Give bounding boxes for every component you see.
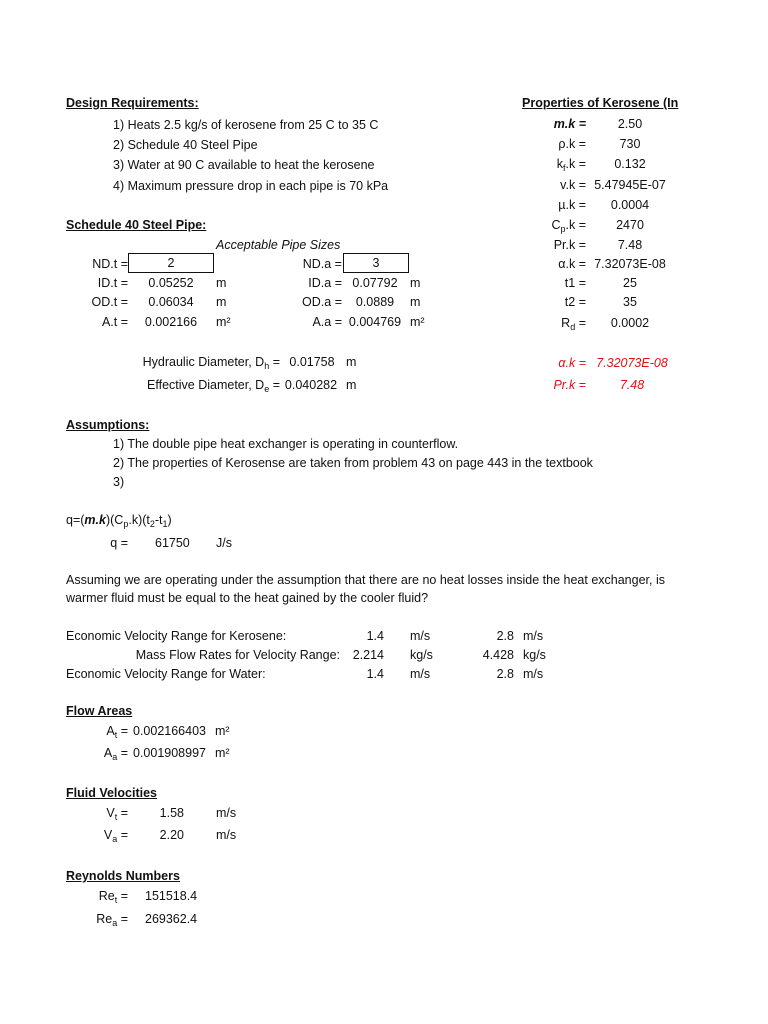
inner-od-value: 0.06034: [148, 295, 194, 309]
flow-area-tube-value: 0.002166403: [133, 724, 206, 738]
heat-q-label: q =: [110, 536, 128, 550]
economic-water-min-unit: m/s: [410, 667, 431, 681]
inner-od-unit: m: [216, 295, 227, 309]
prop-value-density: 730: [619, 137, 641, 151]
pipe-heading: Schedule 40 Steel Pipe:: [66, 218, 207, 232]
heat-q-unit: J/s: [216, 536, 232, 550]
inner-od-label: OD.t =: [91, 295, 128, 309]
hydraulic-diameter-unit: m: [346, 355, 357, 369]
prop-value-specific-heat: 2470: [616, 218, 644, 232]
assumptions-heading: Assumptions:: [66, 418, 150, 432]
inner-id-label: ID.t =: [97, 276, 128, 290]
calc-label-diffusivity: α.k =: [558, 356, 586, 370]
economic-water-label: Economic Velocity Range for Water:: [66, 667, 266, 681]
inner-area-value: 0.002166: [144, 315, 198, 329]
economic-water-max: 2.8: [496, 667, 514, 681]
outer-id-value: 0.07792: [352, 276, 398, 290]
prop-value-prandtl: 7.48: [617, 238, 643, 252]
reynolds-heading: Reynolds Numbers: [66, 869, 180, 883]
velocity-tube-value: 1.58: [159, 806, 184, 820]
reynolds-tube-label: $Re_t$ =: [98, 889, 128, 905]
heat-paragraph-line-2: warmer fluid must be equal to the heat gained by the cooler fluid?: [66, 591, 429, 605]
design-item-2: 2) Schedule 40 Steel Pipe: [113, 138, 258, 152]
calc-value-prandtl: 7.48: [619, 378, 645, 392]
mass-flow-range-max: 4.428: [482, 648, 514, 662]
inner-nd-field[interactable]: 2: [128, 253, 214, 273]
reynolds-tube-value: 151518.4: [145, 889, 198, 903]
mass-flow-range-max-unit: kg/s: [523, 648, 546, 662]
outer-area-value: 0.004769: [348, 315, 402, 329]
economic-water-min: 1.4: [366, 667, 384, 681]
hydraulic-diameter-label: Hydraulic Diameter, $D_h$ =: [142, 355, 280, 371]
prop-label-mass-flow: m.k =: [553, 117, 586, 131]
design-item-1: 1) Heats 2.5 kg/s of kerosene from 25 C to 35 C: [113, 118, 379, 132]
assumption-1: 1) The double pipe heat exchanger is operating in counterflow.: [113, 437, 459, 451]
velocity-annulus-label: $V_a$ =: [103, 828, 128, 844]
outer-nd-label: ND.a =: [302, 257, 342, 271]
effective-diameter-value: 0.040282: [284, 378, 338, 392]
prop-label-kinematic-viscosity: v.k =: [560, 178, 586, 192]
inner-area-unit: m²: [216, 315, 231, 329]
prop-value-fouling: 0.0002: [610, 316, 650, 330]
properties-heading: Properties of Kerosene (In: [522, 96, 679, 110]
outer-od-label: OD.a =: [302, 295, 342, 309]
prop-label-fouling: $R_d$ =: [561, 316, 586, 332]
design-heading: Design Requirements:: [66, 96, 199, 110]
prop-label-density: ρ.k =: [558, 137, 586, 151]
mass-flow-range-min-unit: kg/s: [410, 648, 433, 662]
prop-value-t1: 25: [623, 276, 637, 290]
flow-area-annulus-unit: m²: [215, 746, 230, 760]
prop-value-kinematic-viscosity: 5.47945E-07: [594, 178, 666, 192]
outer-area-label: A.a =: [312, 315, 342, 329]
mass-flow-range-min: 2.214: [352, 648, 384, 662]
inner-area-label: A.t =: [101, 315, 128, 329]
economic-kerosene-label: Economic Velocity Range for Kerosene:: [66, 629, 287, 643]
effective-diameter-unit: m: [346, 378, 357, 392]
velocity-tube-label: $V_t$ =: [106, 806, 128, 822]
outer-area-unit: m²: [410, 315, 425, 329]
inner-id-unit: m: [216, 276, 227, 290]
prop-label-conductivity: $k_f.k$ =: [556, 157, 586, 173]
inner-id-value: 0.05252: [148, 276, 194, 290]
outer-od-unit: m: [410, 295, 421, 309]
flow-area-annulus-value: 0.001908997: [133, 746, 206, 760]
mass-flow-range-label: Mass Flow Rates for Velocity Range:: [135, 648, 340, 662]
velocity-annulus-value: 2.20: [159, 828, 184, 842]
prop-label-viscosity: µ.k =: [558, 198, 586, 212]
outer-id-label: ID.a =: [308, 276, 342, 290]
outer-id-unit: m: [410, 276, 421, 290]
flow-area-tube-label: $A_t$ =: [106, 724, 128, 740]
fluid-velocities-heading: Fluid Velocities: [66, 786, 157, 800]
assumption-2: 2) The properties of Kerosense are taken from problem 43 on page 443 in the textbook: [113, 456, 593, 470]
economic-kerosene-max-unit: m/s: [523, 629, 544, 643]
outer-od-value: 0.0889: [355, 295, 395, 309]
heat-q-value: 61750: [155, 536, 190, 550]
prop-label-diffusivity: α.k =: [558, 257, 586, 271]
prop-label-specific-heat: $C_p.k$ =: [551, 218, 586, 234]
economic-kerosene-min-unit: m/s: [410, 629, 431, 643]
velocity-tube-unit: m/s: [216, 806, 237, 820]
prop-value-conductivity: 0.132: [614, 157, 646, 171]
outer-nd-field[interactable]: 3: [343, 253, 409, 273]
design-item-3: 3) Water at 90 C available to heat the kerosene: [113, 158, 375, 172]
design-item-4: 4) Maximum pressure drop in each pipe is 70 kPa: [113, 179, 389, 193]
economic-kerosene-min: 1.4: [366, 629, 384, 643]
prop-label-t1: t1 =: [564, 276, 586, 290]
flow-area-tube-unit: m²: [215, 724, 230, 738]
flow-area-annulus-label: $A_a$ =: [103, 746, 128, 762]
economic-water-max-unit: m/s: [523, 667, 544, 681]
calc-label-prandtl: Pr.k =: [553, 378, 586, 392]
economic-kerosene-max: 2.8: [496, 629, 514, 643]
flow-areas-heading: Flow Areas: [66, 704, 133, 718]
hydraulic-diameter-value: 0.01758: [289, 355, 335, 369]
reynolds-annulus-value: 269362.4: [145, 912, 198, 926]
pipe-subheading: Acceptable Pipe Sizes: [216, 238, 341, 252]
heat-paragraph-line-1: Assuming we are operating under the assumption that there are no heat losses inside the heat exchanger, is: [66, 573, 665, 587]
prop-label-prandtl: Pr.k =: [553, 238, 586, 252]
reynolds-annulus-label: $Re_a$ =: [96, 912, 128, 928]
inner-nd-label: ND.t =: [92, 257, 128, 271]
assumption-3: 3): [113, 475, 125, 489]
prop-value-t2: 35: [623, 295, 637, 309]
prop-value-viscosity: 0.0004: [610, 198, 650, 212]
velocity-annulus-unit: m/s: [216, 828, 237, 842]
prop-label-t2: t2 =: [564, 295, 586, 309]
effective-diameter-label: Effective Diameter, $D_e$ =: [147, 378, 280, 394]
calc-value-diffusivity: 7.32073E-08: [596, 356, 668, 370]
prop-value-mass-flow: 2.50: [617, 117, 643, 131]
heat-formula: $q=(m.k)(C_p.k)(t_2-t_1)$: [66, 513, 172, 529]
prop-value-diffusivity: 7.32073E-08: [594, 257, 666, 271]
